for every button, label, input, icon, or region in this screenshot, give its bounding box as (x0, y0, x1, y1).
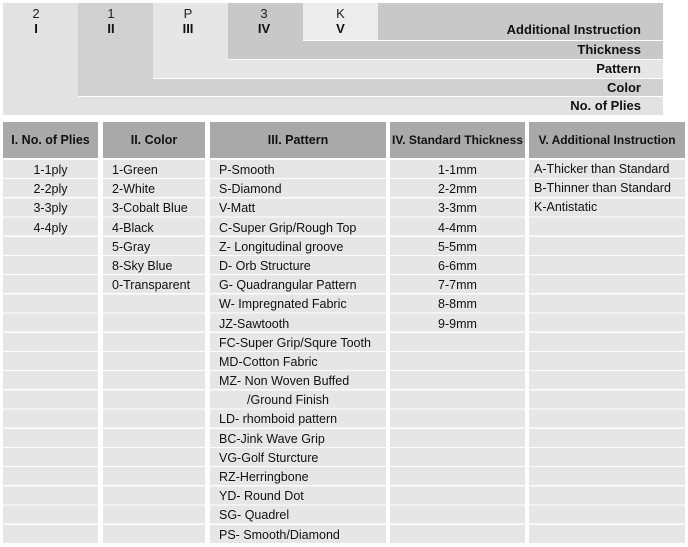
code-value: P (183, 6, 193, 21)
column-header-pattern: III. Pattern (210, 122, 386, 160)
option-item: 0-Transparent (112, 278, 191, 293)
option-item: 4-4mm (438, 220, 477, 235)
option-item: C-Super Grip/Rough Top (219, 220, 357, 235)
option-item: A-Thicker than Standard (534, 162, 670, 176)
code-position-2 (78, 6, 144, 36)
code-position-3 (153, 6, 223, 36)
label-additional-instruction: Additional Instruction (506, 22, 641, 37)
label-no-of-plies: No. of Plies (570, 98, 641, 113)
option-item: YD- Round Dot (219, 489, 304, 504)
option-item: Z- Longitudinal groove (219, 239, 344, 254)
option-item: 2-2ply (33, 182, 68, 197)
option-item: 1-1mm (438, 163, 477, 177)
option-item: 9-9mm (438, 316, 477, 331)
code-numeral: II (107, 21, 115, 36)
option-item: W- Impregnated Fabric (219, 297, 347, 312)
option-item: 1-1ply (33, 163, 68, 177)
option-item: V-Matt (219, 201, 256, 216)
option-item: G- Quadrangular Pattern (219, 278, 357, 293)
option-item: 7-7mm (438, 278, 477, 293)
option-item: LD- rhomboid pattern (219, 412, 338, 427)
option-item: S-Diamond (219, 182, 282, 197)
option-item: BC-Jink Wave Grip (219, 431, 325, 446)
code-position-1 (3, 6, 69, 36)
option-item: JZ-Sawtooth (219, 316, 290, 331)
option-item: 8-8mm (438, 297, 477, 312)
option-item: 5-Gray (112, 239, 151, 254)
option-item: 4-4ply (33, 220, 68, 235)
code-numeral: I (34, 21, 38, 36)
label-pattern: Pattern (596, 61, 641, 76)
option-item: MD-Cotton Fabric (219, 354, 318, 369)
option-item: FC-Super Grip/Squre Tooth (219, 335, 371, 350)
option-item: 3-3mm (438, 201, 477, 216)
option-item: 4-Black (112, 220, 154, 235)
option-item: D- Orb Structure (219, 258, 311, 273)
option-item: VG-Golf Sturcture (219, 450, 319, 465)
column-header-thickness: IV. Standard Thickness (390, 122, 525, 160)
column-body-pattern (210, 160, 386, 543)
code-position-5 (303, 6, 378, 36)
column-header-plies: I. No. of Plies (3, 122, 98, 160)
code-numeral: III (182, 21, 194, 36)
option-item: 1-Green (112, 163, 158, 177)
option-item: 6-6mm (438, 258, 477, 273)
code-value: K (336, 6, 345, 21)
option-item: 5-5mm (438, 239, 477, 254)
option-item: MZ- Non Woven Buffed (219, 374, 350, 389)
code-position-4 (228, 6, 300, 36)
column-header-additional: V. Additional Instruction (529, 122, 685, 160)
option-item: SG- Quadrel (219, 508, 290, 523)
column-body-plies (3, 160, 98, 543)
column-body-color (103, 160, 205, 543)
option-item: B-Thinner than Standard (534, 181, 671, 196)
code-value: 1 (107, 6, 115, 21)
code-value: 2 (32, 6, 40, 21)
option-item: PS- Smooth/Diamond (219, 527, 340, 542)
code-value: 3 (260, 6, 268, 21)
code-numeral: V (336, 21, 345, 36)
option-item: RZ-Herringbone (219, 470, 309, 484)
option-item: 3-Cobalt Blue (112, 201, 188, 216)
option-item: 2-2mm (438, 182, 477, 197)
column-body-additional (529, 160, 685, 543)
option-item: 2-White (112, 182, 156, 197)
option-item: /Ground Finish (247, 393, 329, 408)
code-numeral: IV (257, 21, 271, 36)
label-color: Color (607, 80, 641, 95)
option-item: 8-Sky Blue (112, 258, 173, 273)
column-header-color: II. Color (103, 122, 205, 160)
column-body-thickness (390, 160, 525, 543)
label-thickness: Thickness (577, 42, 641, 57)
option-item: K-Antistatic (534, 200, 598, 215)
option-item: 3-3ply (33, 201, 68, 216)
option-item: P-Smooth (219, 163, 275, 177)
